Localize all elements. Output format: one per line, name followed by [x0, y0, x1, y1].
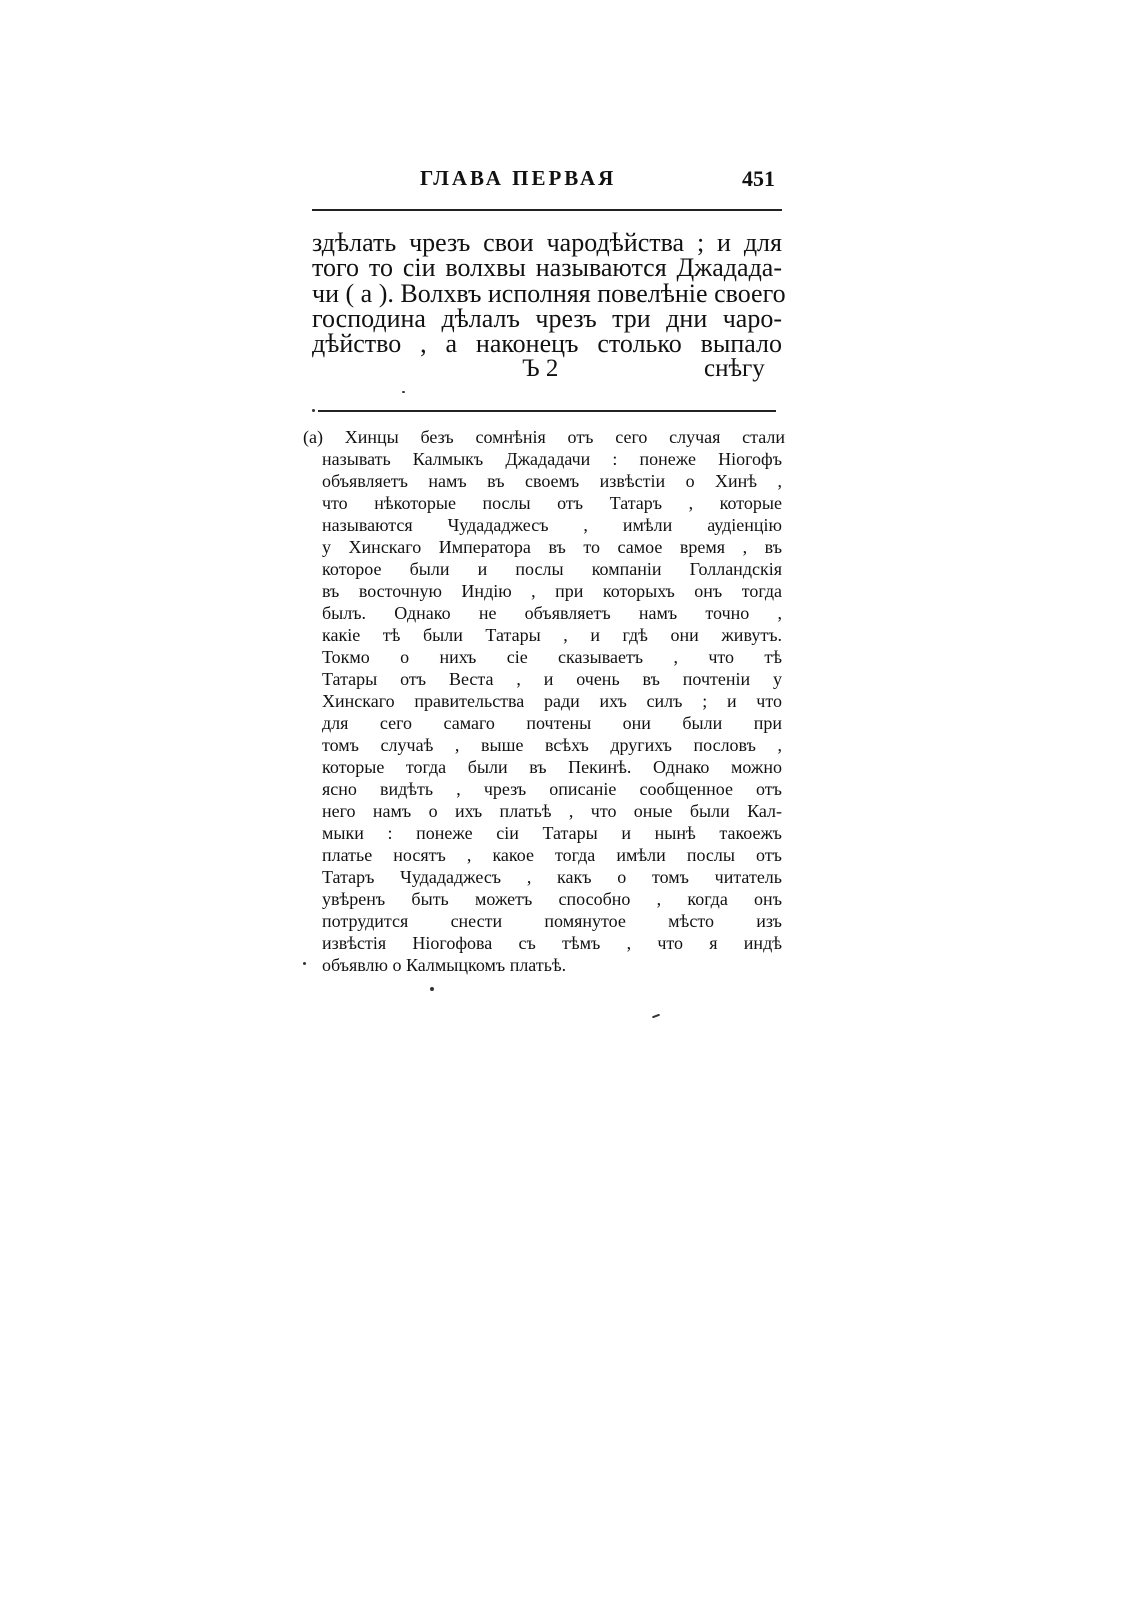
- ink-speck: [312, 409, 315, 412]
- ink-speck: [430, 987, 434, 991]
- footnote-line: Татаръ Чудададжесъ , какъ о томъ читатель: [322, 867, 782, 887]
- main-text-line: дѣйство , а наконецъ столько выпало: [312, 329, 782, 358]
- footnote-rule: [318, 410, 776, 412]
- signature-mark: Ъ 2: [522, 355, 559, 382]
- footnote-line: называть Калмыкъ Джададачи : понеже Нiогофъ: [322, 449, 782, 469]
- footnote-line: какiе тѣ были Татары , и гдѣ они живутъ.: [322, 625, 782, 645]
- footnote-line: мыки : понеже сiи Татары и нынѣ такоежъ: [322, 823, 782, 843]
- footnote-line: него намъ о ихъ платьѣ , что оные были Кал-: [322, 801, 782, 821]
- ink-speck: [303, 962, 306, 965]
- footnote-line: для сего самаго почтены они были при: [322, 713, 782, 733]
- footnote-line: извѣстiя Нiогофова съ тѣмъ , что я индѣ: [322, 933, 782, 953]
- footnote-line: которые тогда были въ Пекинѣ. Однако можно: [322, 757, 782, 777]
- footnote-line: Хинскаго правительства ради ихъ силъ ; и что: [322, 691, 782, 711]
- running-head: ГЛАВА ПЕРВАЯ: [420, 166, 617, 190]
- main-text-line: чи ( a ). Волхвъ исполняя повелѣнiе своего: [312, 279, 786, 308]
- footnote-line: ясно видѣть , чрезъ описанiе сообщенное отъ: [322, 779, 782, 799]
- footnote-line: объявляетъ намъ въ своемъ извѣстiи о Хинѣ ,: [322, 471, 782, 491]
- footnote-line: платье носятъ , какое тогда имѣли послы отъ: [322, 845, 782, 865]
- footnote-line: Татары отъ Веста , и очень въ почтенiи у: [322, 669, 782, 689]
- catchword: снѣгу: [704, 355, 765, 382]
- footnote-line: томъ случаѣ , выше всѣхъ другихъ пословъ ,: [322, 735, 782, 755]
- footnote-line: потрудится снести помянутое мѣсто изъ: [322, 911, 782, 931]
- footnote-line: былъ. Однако не объявляетъ намъ точно ,: [322, 603, 782, 623]
- main-text-line: здѣлать чрезъ свои чародѣйства ; и для: [312, 228, 782, 257]
- footnote-line: Токмо о нихъ сiе сказываетъ , что тѣ: [322, 647, 782, 667]
- page-number: 451: [742, 166, 775, 191]
- footnote-line: (a) Хинцы безъ сомнѣнiя отъ сего случая стали: [303, 427, 785, 447]
- footnote-line: которое были и послы компанiи Голландскiя: [322, 559, 782, 579]
- footnote-line: увѣренъ быть можетъ способно , когда онъ: [322, 889, 782, 909]
- ink-speck: [652, 1014, 660, 1019]
- footnote-line: въ восточную Индiю , при которыхъ онъ тогда: [322, 581, 782, 601]
- main-text-line: господина дѣлалъ чрезъ три дни чаро-: [312, 304, 782, 333]
- ink-speck: [402, 391, 405, 393]
- main-text-line: того то сiи волхвы называются Джадада-: [312, 253, 782, 282]
- footnote-line: что нѣкоторые послы отъ Татаръ , которые: [322, 493, 782, 513]
- header-rule: [312, 209, 782, 211]
- footnote-line: объявлю о Калмыцкомъ платьѣ.: [322, 955, 567, 975]
- footnote-line: называются Чудададжесъ , имѣли аудiенцiю: [322, 515, 782, 535]
- footnote-line: у Хинскаго Императора въ то самое время , въ: [322, 537, 782, 557]
